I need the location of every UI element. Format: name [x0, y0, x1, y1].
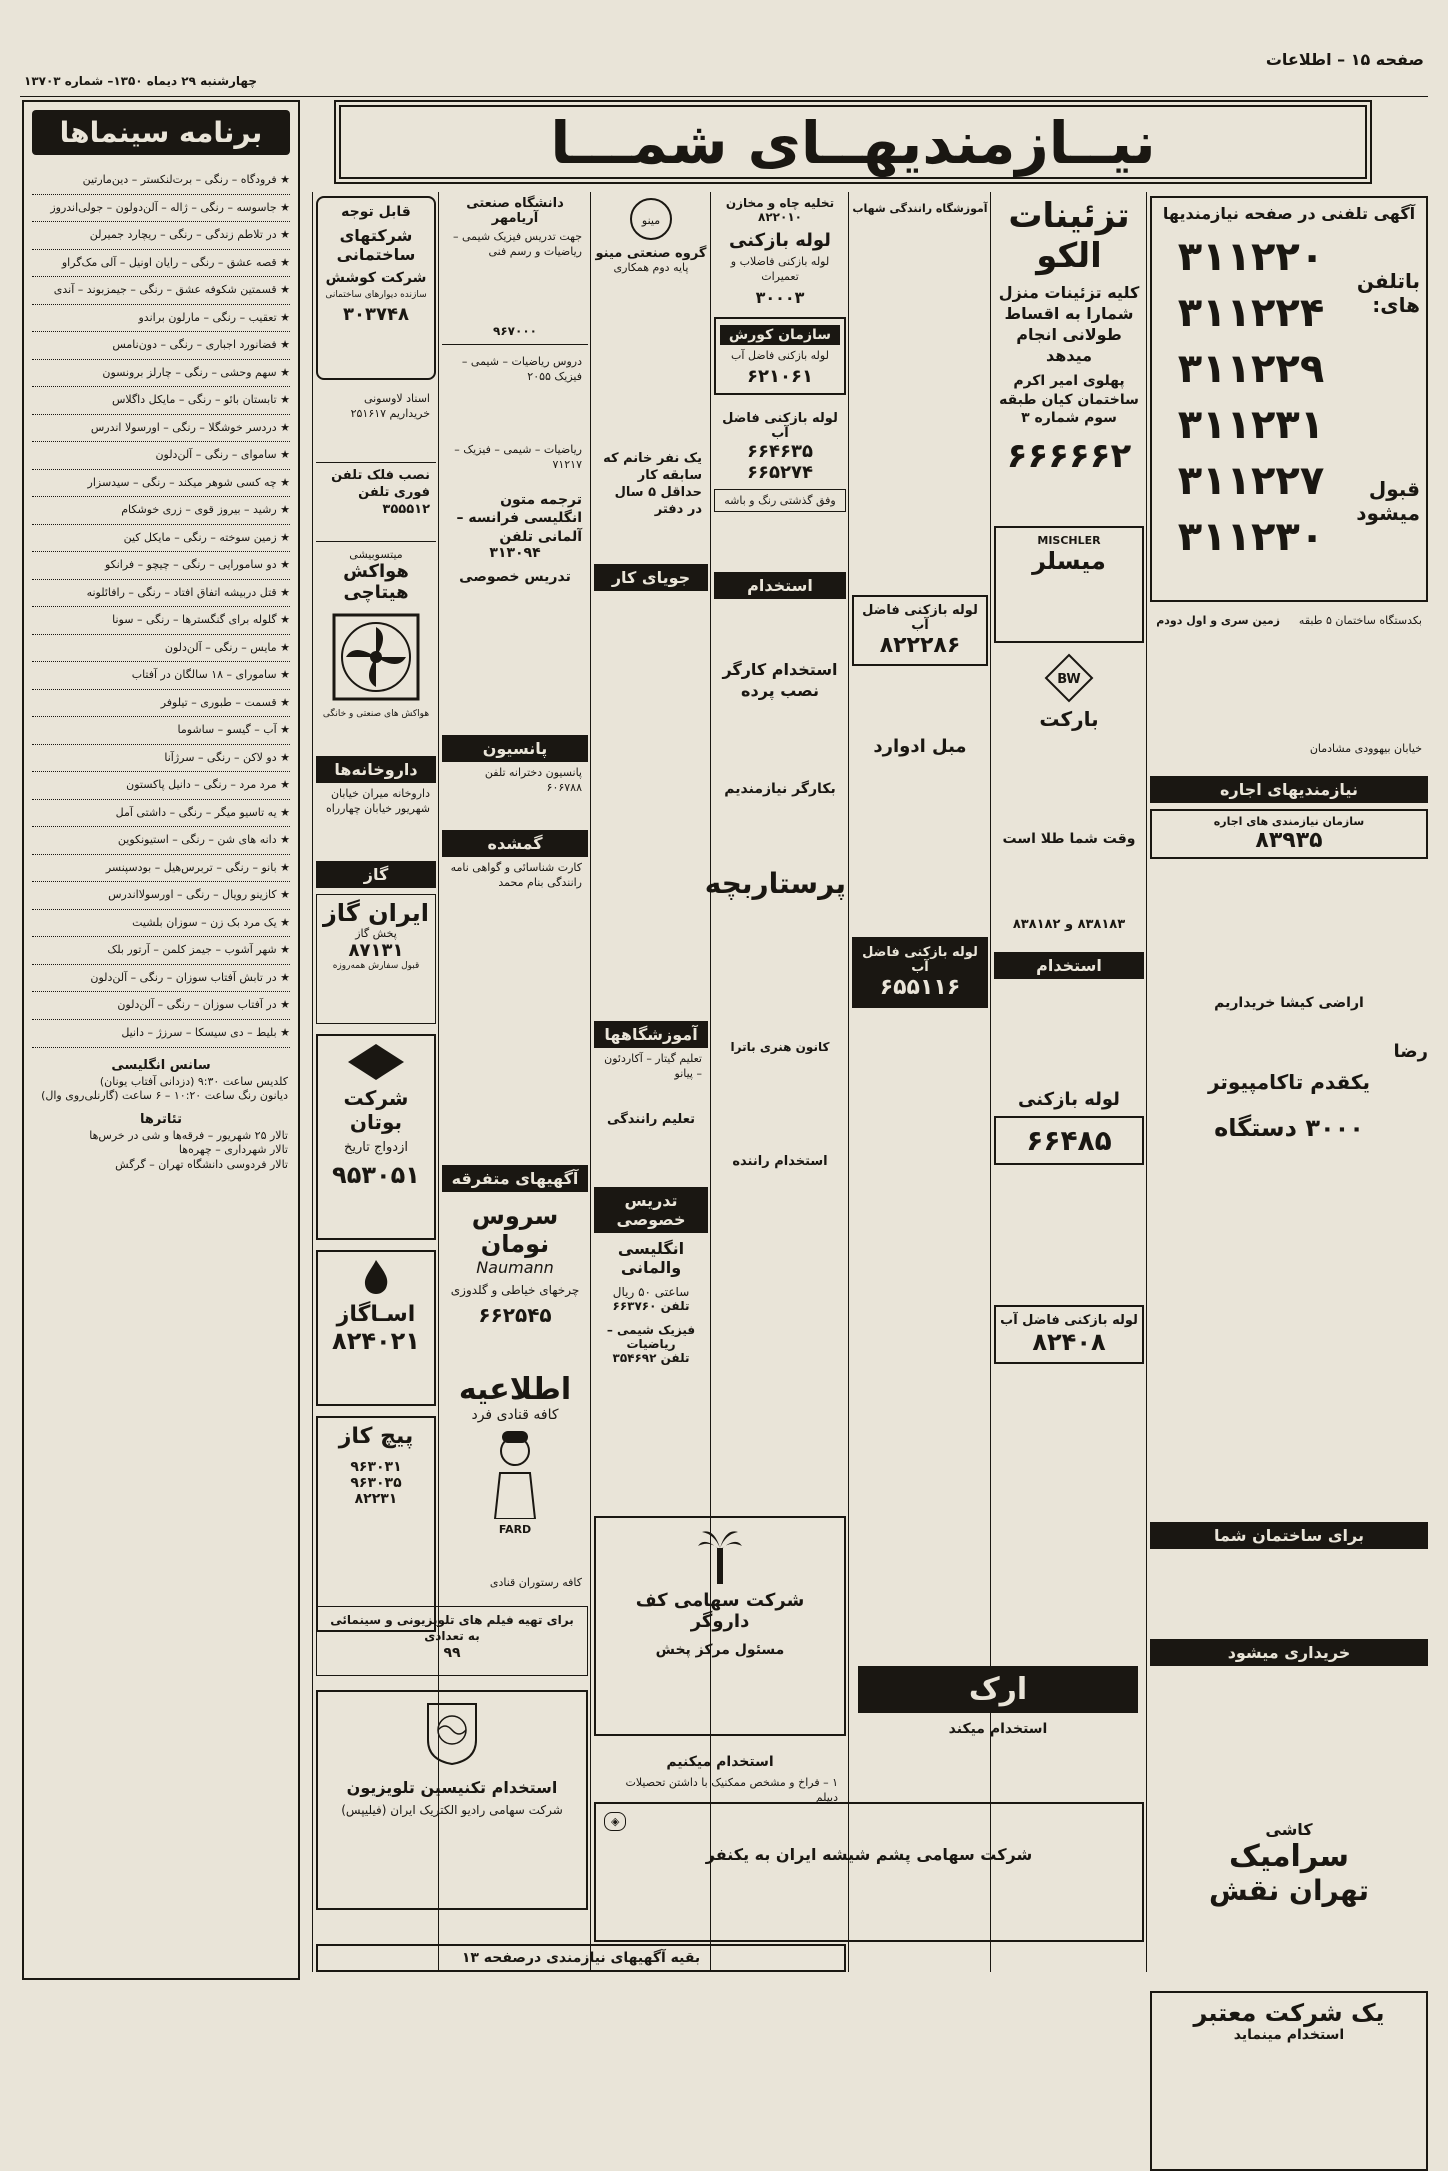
philips-sub: شرکت سهامی رادیو الکتریک ایران (فیلیپس): [341, 1803, 563, 1817]
worker-ad-title: استخدام کارگر نصب پرده: [722, 660, 838, 701]
pipe-phone: ۳۰۰۰۳: [755, 288, 805, 308]
lule3-phone: ۸۲۲۲۸۶: [879, 633, 961, 658]
kuchesh-note: سازنده دیوارهای ساختمانی: [325, 290, 427, 300]
cinema-item: ★ سامورای – ۱۸ سالگان در آفتاب: [32, 662, 290, 690]
ceramic-ad: [1150, 1816, 1428, 1911]
cinema-title: برنامه سینماها: [32, 110, 290, 155]
phone-number: ۳۱۱۲۲۷: [1177, 458, 1325, 504]
gold-time-title: وقت شما طلا است: [1002, 830, 1136, 847]
lule4-title: لوله بازکنی فاضل آب: [862, 945, 978, 975]
arak-logo: ارک: [858, 1666, 1138, 1713]
decor-phone: ۶۶۶۶۶۲: [1006, 435, 1132, 476]
phone-number: ۳۱۱۲۲۴: [1177, 290, 1325, 336]
lule2-phone: ۶۶۵۲۷۴: [747, 462, 813, 484]
bw-ad: [994, 653, 1144, 731]
column-g: [994, 196, 1144, 1756]
ad-text: یک نفر خانم که سابقه کار حداقل ۵ سال در دفتر: [603, 451, 702, 518]
land-ad: اراضی کیشا خریداریم: [1214, 995, 1364, 1011]
svg-text:BW: BW: [1057, 671, 1081, 687]
theatre-heading: تئاترها: [140, 1111, 182, 1127]
phone-number: ۳۱۱۲۲۹: [1177, 346, 1325, 392]
cinema-item: ★ چه کسی شوهر میکند – رنگی – سیدسزار: [32, 470, 290, 498]
bam-title: لوله بازکنی فاضل آب: [1000, 1312, 1138, 1328]
cinema-item: ★ سهم وحشی – رنگی – چارلز برونسون: [32, 360, 290, 388]
employment-heading: استخدام: [714, 572, 846, 599]
cinema-item: ★ دو سامورایی – رنگی – چیچو – فرانکو: [32, 552, 290, 580]
kuchesh-ad: [316, 196, 436, 380]
cinema-item: ★ رشید – بیروز قوی – زری خوشکام: [32, 497, 290, 525]
art-center-title: کانون هنری باترا: [730, 1040, 830, 1055]
asgar-ad: [316, 1250, 436, 1406]
cinema-item: ★ آب – گیسو – ساشوما: [32, 717, 290, 745]
header-rule: [20, 96, 1428, 97]
company-title: یک شرکت معتبر: [1193, 1999, 1385, 2027]
asgar-title: اسـاگاز: [336, 1302, 416, 1327]
banner-title: نیــازمندیهــای شمـــا: [550, 109, 1156, 177]
hiring-text: ۱ – فراخ و مشخص ممکنیک با داشتن تحصیلات دیپلم: [625, 1776, 838, 1804]
reza-label: رضا: [1393, 1041, 1428, 1062]
arak-note: استخدام میکند: [948, 1721, 1048, 1737]
ad-text: زمین سری و اول دودم: [1156, 614, 1280, 627]
mino-sub: پایه دوم همکاری: [613, 261, 689, 274]
cinema-item: ★ تابستان بائو – رنگی – مایکل داگلاس: [32, 387, 290, 415]
translation-ad: ترجمه متون انگلیسی فرانسه – آلمانی تلفن: [456, 492, 582, 545]
phone-number: ۳۱۱۲۳۰: [1177, 514, 1325, 560]
phones-accepted: قبول میشود: [1356, 477, 1420, 525]
lule3-title: لوله بازکنی فاضل آب: [862, 603, 978, 633]
phones-list: [1158, 229, 1344, 565]
kuchesh-phone: ۳۰۳۷۴۸: [343, 304, 409, 325]
english-sub: ساعتی ۵۰ ریال: [612, 1285, 690, 1299]
chef-icon: [480, 1429, 550, 1519]
cinema-item: ★ دو لاکن – رنگی – سر‌ژ‌آنا: [32, 745, 290, 773]
decor-text: کلیه تزئینات منزل شمارا به اقساط طولانی انجام میدهد: [998, 283, 1140, 366]
havakesh-note: هواکش های صنعتی و خانگی: [322, 709, 430, 719]
decor-title: تزئینات الکو: [1008, 196, 1130, 276]
tutoring-heading: تدریس خصوصی: [594, 1187, 708, 1233]
bw-logo-icon: [1044, 653, 1094, 703]
date-line: چهارشنبه ۲۹ دیماه ۱۳۵۰– شماره ۱۳۷۰۳: [24, 74, 257, 88]
phones-label: باتلفن های:: [1356, 269, 1420, 317]
lule2-ad: [714, 405, 846, 489]
phone-number: ۳۱۱۲۳۱: [1177, 402, 1325, 448]
ad-text: تعلیم گیتار – آکاردئون – پیانو: [604, 1052, 702, 1080]
gas-heading: گاز: [316, 861, 436, 888]
cinema-item: ★ شهر آشوب – جیمز کلمن – آرتور بلک: [32, 937, 290, 965]
pharmacy-heading: داروخانه‌ها: [316, 756, 436, 783]
philips-ad: [316, 1690, 588, 1910]
cinema-program-column: [22, 100, 300, 1980]
cinema-item: ★ بلیط – دی سیسکا – سرز‌ژ – دانیل: [32, 1020, 290, 1048]
pichkaz-phone: ۹۶۳۰۳۱: [350, 1459, 402, 1475]
continuation-note: بقیه آگهیهای نیازمندی درصفحه ۱۳: [316, 1944, 846, 1972]
irangaz-ad: [316, 894, 436, 1024]
column-rule: [1146, 192, 1147, 1972]
cinema-item: ★ دردسر خوشگلا – رنگی – اورسولا اندرس: [32, 415, 290, 443]
naumann-ad: [442, 1192, 588, 1372]
ad-text: اسناد لاوسونی خریداریم ۲۵۱۶۱۷: [350, 392, 430, 420]
english-ad: انگلیسی والمانی: [617, 1239, 685, 1277]
cinema-item: ★ گلوله برای گنگسترها – رنگی – سونا: [32, 607, 290, 635]
page-number-label: صفحه ۱۵ – اطلاعات: [1265, 50, 1424, 69]
bw-title: بارکت: [1039, 706, 1099, 731]
cinema-item: ★ زمین سوخته – رنگی – مایکل کین: [32, 525, 290, 553]
column-rule: [312, 192, 313, 1972]
cinema-list: [24, 163, 298, 1052]
fard-ad: [442, 1372, 588, 1572]
pension-heading: پانسیون: [442, 735, 588, 762]
kourosh-ad: [714, 317, 846, 395]
ad-text: کافه رستوران قنادی: [489, 1576, 582, 1589]
ceramic-line1: کاشی: [1265, 1820, 1313, 1839]
mino-ad: [594, 196, 708, 286]
fan-icon: [328, 609, 424, 705]
ad-text: نصب فلک تلفن فوری تلفن ۳۵۵۵۱۲: [331, 468, 430, 518]
ad-text: وفق گذشتی رنگ و باشه: [714, 489, 846, 512]
well-ad: تخلیه چاه و مخازن: [725, 196, 835, 210]
film-ad-phone: ۹۹: [443, 1644, 461, 1661]
column-rule: [590, 192, 591, 1972]
glass-wool-logo-icon: ◈: [604, 1812, 626, 1831]
philips-title: استخدام تکنیسین تلویزیون: [346, 1778, 558, 1797]
cinema-item: ★ دانه های شن – رنگی – استیونکوین: [32, 827, 290, 855]
decor-address: پهلوی امیر اکرم ساختمان کیان طبقه سوم شماره ۳: [999, 373, 1139, 427]
mino-logo-icon: [628, 196, 674, 242]
cinema-item: ★ قتل دربیشه اتفاق افتاد – رنگی – رافائلونه: [32, 580, 290, 608]
film-ad-box: [316, 1606, 588, 1676]
computer-count: ۳۰۰۰ دستگاه: [1214, 1114, 1364, 1142]
kuchesh-line3: شرکت کوشش: [325, 270, 427, 286]
cinema-item: ★ یه تاسیو میگر – رنگی – داشتی آمل: [32, 800, 290, 828]
ad-text: بکدستگاه ساختمان ۵ طبقه: [1298, 614, 1422, 627]
palm-logo-icon: [696, 1526, 744, 1586]
glass-wool-ad: [594, 1802, 1144, 1942]
kourosh-phone: ۶۲۱۰۶۱: [747, 366, 813, 388]
phones-box: [1150, 196, 1428, 602]
cinema-item: ★ قسمت – طبوری – تیلوفر: [32, 690, 290, 718]
cinema-item: ★ در تابش آفتاب سوزان – رنگی – آلن‌دلون: [32, 965, 290, 993]
lost-text: کارت شناسائی و گواهی نامه رانندگی بنام محمد: [450, 861, 582, 889]
furniture-title: مبل ادوارد: [873, 736, 967, 757]
gold-time-phone: ۸۳۸۱۸۳ و ۸۳۸۱۸۲: [1012, 916, 1126, 932]
rent-org-title: سازمان نیازمندی های اجاره: [1213, 815, 1365, 828]
pipe-ad-2: [994, 1116, 1144, 1165]
company-sub: استخدام مینماید: [1233, 2027, 1345, 2043]
foreign-heading: سانس انگلیسی: [111, 1057, 211, 1073]
lule2-title: لوله بازکنی فاضل آب: [722, 411, 838, 442]
pipe-phone-2: ۶۶۴۸۵: [1026, 1123, 1112, 1157]
rent-heading: نیازمندیهای اجاره: [1150, 776, 1428, 803]
cinema-item: ★ یک مرد بک زن – سوزان بلشیت: [32, 910, 290, 938]
worker-needed-title: بکارگر نیازمندیم: [724, 781, 836, 798]
theatre-line: تالار شهرداری – چهره‌ها: [178, 1143, 288, 1157]
kuchesh-line1: قابل توجه: [341, 204, 411, 220]
naumann-phone: ۶۶۲۵۴۵: [478, 1303, 552, 1327]
phone-number: ۳۱۱۲۲۰: [1177, 234, 1325, 280]
mischler-ad: [994, 526, 1144, 643]
misc-heading: آگهیهای متفرقه: [442, 1165, 588, 1192]
butan-title: شرکت بوتان: [343, 1086, 409, 1134]
foreign-line: دیانون رنگ ساعت ۱۰:۲۰ – ۶ ساعت (گارنلی‌روی وال): [41, 1089, 288, 1103]
butan-sub: ازدواج تاریخ: [344, 1140, 408, 1155]
irangaz-name: ایران گاز: [322, 899, 430, 927]
lule4-phone: ۶۵۵۱۱۶: [879, 975, 961, 1000]
lule4-ad: [852, 937, 988, 1008]
cinema-item: ★ مرد مرد – رنگی – دانیل پاکستون: [32, 772, 290, 800]
mischler-title: میسلر: [1032, 546, 1106, 575]
lule2-phone: ۶۶۴۶۳۵: [747, 441, 813, 463]
cinema-item: ★ فرودگاه – رنگی – برت‌لنکستر – دین‌مارتین: [32, 167, 290, 195]
mino-title: گروه صنعتی مینو: [595, 246, 707, 261]
cinema-item: ★ قصه عشق – رنگی – رایان اونیل – آلی مک‌گراو: [32, 250, 290, 278]
ad-text: ریاضیات – شیمی – فیزیک – ۷۱۲۱۷: [454, 443, 582, 471]
darugar-title: شرکت سهامی کف داروگر: [635, 1590, 805, 1632]
darugar-sub: مسئول مرکز پخش: [655, 1642, 785, 1658]
cinema-item: ★ جاسوسه – رنگی – ژاله – آلن‌دولون – جولی‌اندروز: [32, 195, 290, 223]
rent-org-ad: [1150, 809, 1428, 859]
ad-text: دروس ریاضیات – شیمی – فیزیک ۲۰۵۵: [461, 355, 582, 383]
column-f: [852, 196, 988, 1656]
cinema-item: ★ تعقیب – رنگی – مارلون براندو: [32, 305, 290, 333]
job-seeker-heading: جویای کار: [594, 564, 708, 591]
naumann-title: سروس نومان: [471, 1202, 559, 1258]
naumann-latin: Naumann: [476, 1258, 554, 1277]
pension-text: پانسیون دخترانه تلفن ۶۰۶۷۸۸: [484, 766, 582, 794]
butan-phone: ۹۵۳۰۵۱: [332, 1161, 420, 1189]
translation-phone: ۳۱۳۰۹۴: [489, 545, 541, 561]
cinema-item: ★ در تلاطم زندگی – رنگی – ریچارد جمیرلن: [32, 222, 290, 250]
foreign-line: کلدیس ساعت ۹:۳۰ (دزدانی آفتاب یونان): [99, 1074, 288, 1088]
section-banner: [334, 100, 1372, 184]
asgar-phone: ۸۲۴۰۲۱: [332, 1327, 420, 1355]
private-teaching-heading: تدریس خصوصی: [459, 569, 571, 585]
column-rule: [848, 192, 849, 1972]
pichkaz-phone: ۸۲۲۳۱: [354, 1491, 398, 1507]
lost-heading: گمشده: [442, 830, 588, 857]
reputable-company-ad: [1150, 1991, 1428, 2171]
philips-shield-icon: [424, 1700, 480, 1766]
irangaz-note: قبول سفارش همه‌روزه: [332, 961, 420, 971]
glass-wool-title: شرکت سهامی پشم شیشه ایران به یکنفر: [705, 1845, 1033, 1864]
well-phone: ۸۲۲۰۱۰: [758, 210, 802, 224]
nanny-title: پرستاربچه: [704, 867, 846, 901]
havakesh-brand: میتسوبیشی: [349, 548, 403, 561]
theatre-line: تالار فردوسی دانشگاه تهران – گرگش: [115, 1157, 288, 1171]
kourosh-line: لوله بازکنی فاضل آب: [731, 349, 829, 363]
irangaz-line: پخش گاز: [355, 927, 397, 940]
schools-heading: آموزشگاهها: [594, 1021, 708, 1048]
uni-phone: ۹۶۷۰۰۰: [493, 324, 537, 338]
notice-sub: کافه قنادی فرد: [471, 1407, 559, 1423]
rent-org-phone: ۸۳۹۳۵: [1255, 828, 1323, 853]
uni-text: جهت تدریس فیزیک شیمی – ریاضیات و رسم فنی: [452, 230, 582, 258]
cinema-item: ★ مایس – رنگی – آلن‌دلون: [32, 635, 290, 663]
ceramic-line2: سرامیک: [1229, 1839, 1349, 1874]
pipe-title-2: لوله بازکنی: [1018, 1088, 1120, 1110]
arak-ad: [852, 1660, 1144, 1790]
mischler-brand: MISCHLER: [1037, 533, 1101, 547]
bam-ad: [994, 1305, 1144, 1364]
uni-title: دانشگاه صنعتی آریامهر: [466, 196, 564, 226]
phones-heading: آگهی تلفنی در صفحه نیازمندیها: [1162, 204, 1416, 223]
notice-title: اطلاعیه: [458, 1372, 572, 1407]
pichkaz-phone: ۹۶۳۰۳۵: [350, 1475, 402, 1491]
naumann-line: چرخهای خیاطی و گلدوزی: [450, 1283, 580, 1297]
theatre-line: تالار ۲۵ شهریور – فرقه‌ها و شی در خرس‌ها: [89, 1128, 288, 1142]
buy-heading: خریداری میشود: [1150, 1639, 1428, 1666]
physics-ad: فیزیک شیمی – ریاضیات: [606, 1323, 696, 1351]
pichkaz-title: پیچ کاز: [338, 1424, 414, 1449]
bam-phone: ۸۲۴۰۸: [1032, 1327, 1106, 1356]
driver-ad-title: استخدام راننده: [732, 1154, 828, 1170]
havakesh-ad: [316, 542, 436, 748]
kourosh-title: سازمان کورش: [720, 325, 840, 345]
butan-ad: [316, 1034, 436, 1240]
pichkaz-ad: [316, 1416, 436, 1632]
cinema-item: ★ فضانورد اجباری – رنگی – دون‌نامس: [32, 332, 290, 360]
driving-heading: تعلیم رانندگی: [607, 1112, 695, 1127]
cinema-item: ★ قسمتین شکوفه عشق – رنگی – جیمز‌بوند – آندی: [32, 277, 290, 305]
butan-logo-icon: [346, 1042, 406, 1082]
column-h: [1150, 610, 1428, 2043]
cinema-item: ★ بانو – رنگی – تربرس‌هیل – بودسپنسر: [32, 855, 290, 883]
flame-icon: [356, 1258, 396, 1298]
hiring-title: استخدام میکنیم: [666, 1754, 774, 1770]
irangaz-phone: ۸۷۱۳۱: [348, 940, 404, 961]
film-ad-text: برای تهیه فیلم های تلویزیونی و سینمائی به تعدادی: [330, 1613, 574, 1643]
english-phone: تلفن ۶۶۳۷۶۰: [612, 1299, 690, 1313]
column-e: [704, 196, 846, 1736]
havakesh-title: هواکش هیتاچی: [343, 561, 409, 603]
ceramic-line3: تهران نقش: [1209, 1874, 1369, 1907]
ad-text: خیابان بیهوودی مشادمان: [1309, 742, 1422, 755]
svg-text:مینو: مینو: [641, 214, 661, 227]
cinema-item: ★ کازینو رویال – رنگی – اورسولااندرس: [32, 882, 290, 910]
darugar-ad: [594, 1516, 846, 1736]
cinema-item: ★ ساموای – رنگی – آلن‌دلون: [32, 442, 290, 470]
pharmacy-text: داروخانه میران خیابان شهریور خیابان چهارراه: [325, 787, 430, 815]
cinema-item: ★ در آفتاب سوزان – رنگی – آلن‌دلون: [32, 992, 290, 1020]
employment-heading-2: استخدام: [994, 952, 1144, 979]
for-building-heading: برای ساختمان شما: [1150, 1522, 1428, 1549]
fard-label: FARD: [498, 1523, 532, 1536]
driving-school-title: آموزشگاه رانندگی شهاب: [852, 202, 988, 215]
computer-title: یکقدم تاکامپیوتر: [1207, 1070, 1371, 1094]
pipe-text: لوله بازکنی فاضلاب و تعمیرات: [730, 255, 830, 283]
lule3-ad: [852, 595, 988, 666]
kuchesh-line2: شرکتهای ساختمانی: [336, 226, 416, 264]
physics-phone: تلفن ۳۵۴۶۹۲: [612, 1351, 690, 1365]
pipe-title: لوله بازکنی: [729, 230, 831, 251]
